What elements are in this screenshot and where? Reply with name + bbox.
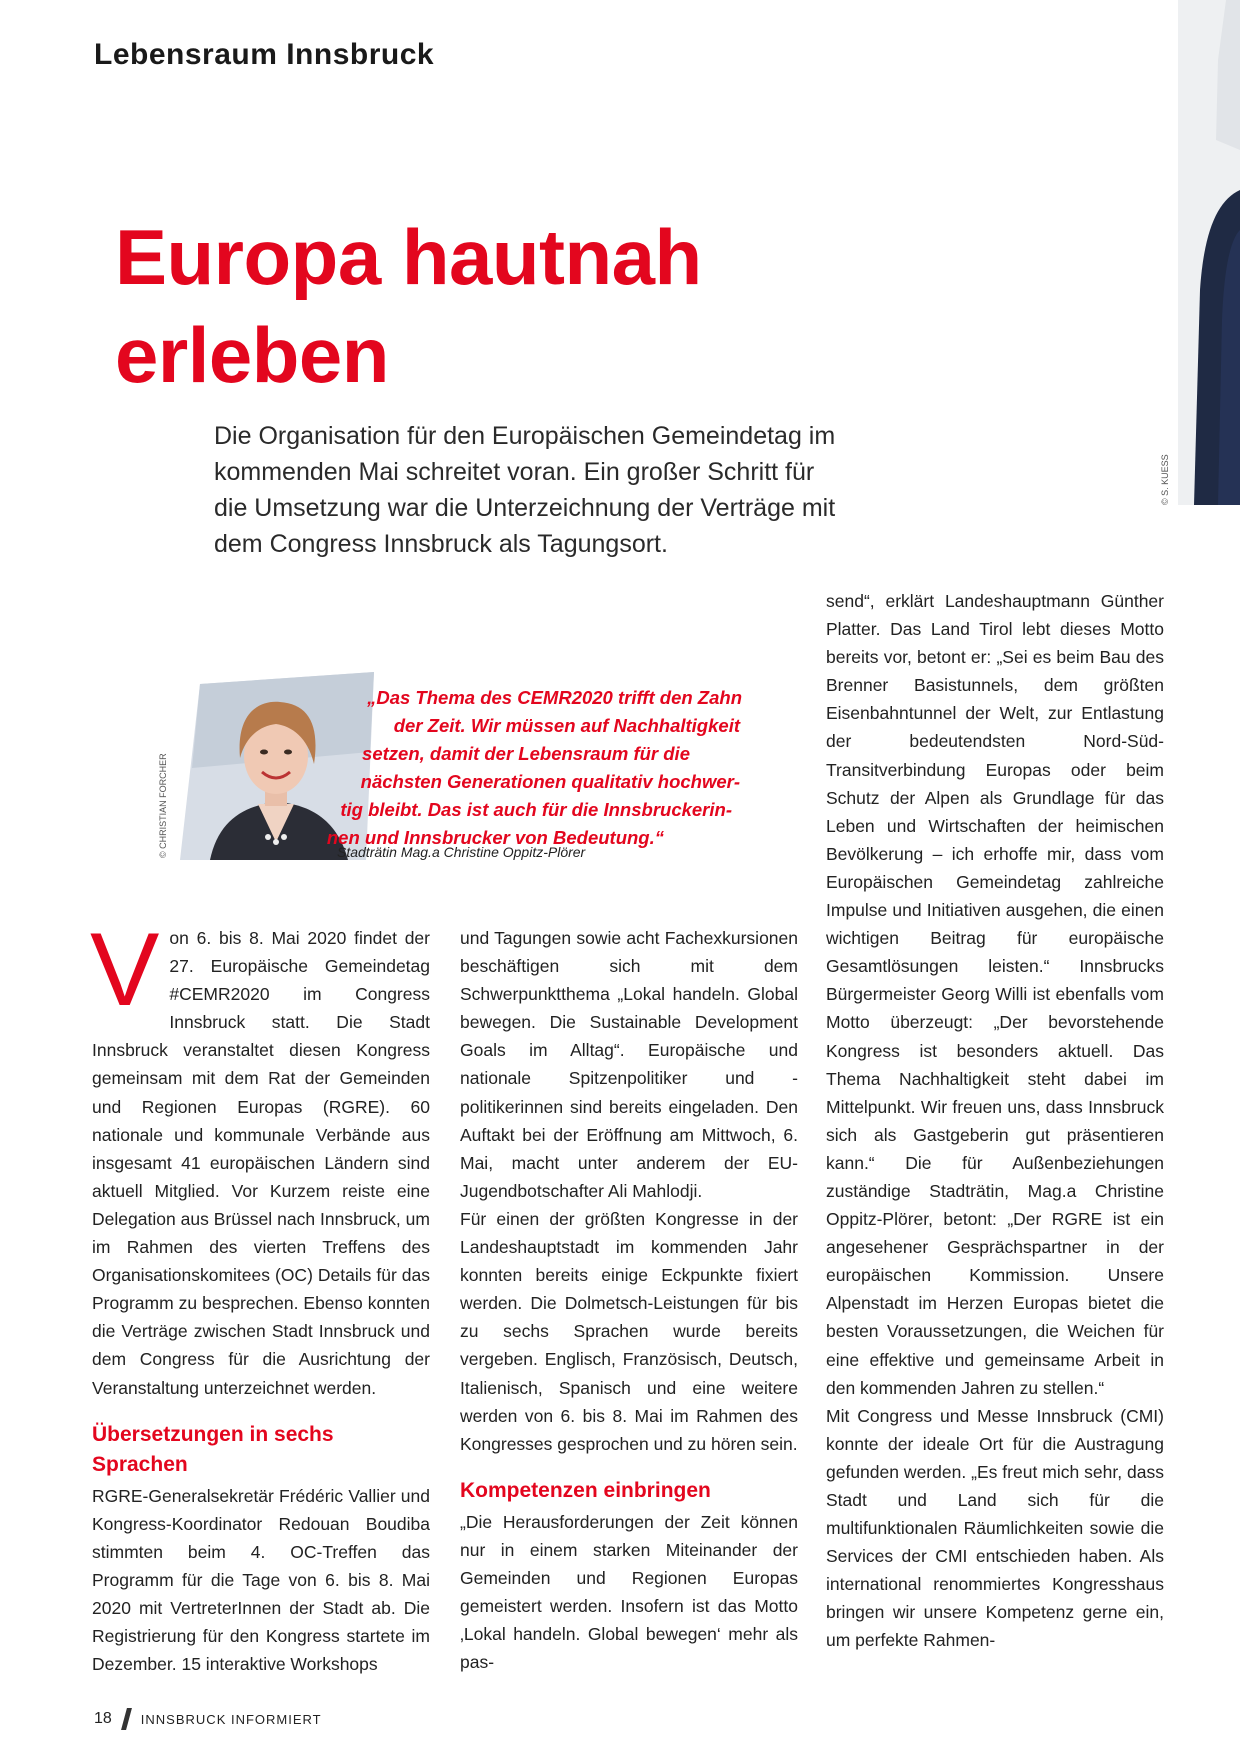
page-number: 18 bbox=[94, 1710, 112, 1727]
headline-line-2: erleben bbox=[115, 311, 389, 399]
headline bbox=[115, 208, 702, 404]
article-paragraph: und Tagungen sowie acht Fachexkursionen beschäftigen sich mit dem Schwerpunktthema „Lokal handeln. Global bewegen. Die Sustainable Development Goals im Alltag“. Europäische und nationale Spitzenpolitiker und -politikerinnen sind bereits eingeladen. Den Auftakt bei der Eröffnung am Mittwoch, 6. Mai, macht unter anderem der EU-Jugendbotschafter Ali Mahlodji. bbox=[460, 928, 798, 1201]
article-paragraph: RGRE-Generalsekretär Frédéric Vallier und Kongress-Koordinator Redouan Boudiba stimmten beim 4. OC-Treffen das Programm für die Tage von 6. bis 8. Mai 2020 mit VertreterInnen der Stadt ab. Die Registrierung für den Kongress startete im Dezember. 15 interaktive Workshops bbox=[92, 1485, 430, 1675]
article-paragraph: send“, erklärt Landeshauptmann Günther Platter. Das Land Tirol lebt dieses Motto bereits vor, betont er: „Sei es beim Bau des Brenner Basistunnels, dem größten Eisenbahntunnel der Welt, zur Entlastung der bedeutendsten Nord-Süd-Transitverbindung Europas oder beim Schutz der Alpen als Grundlage für das Leben und Wirtschaften der heimischen Bevölkerung – ich erhoffe mir, dass vom Europäischen Gemeindetag zahlreiche Impulse und Initiativen ausgehen, die einen wichtigen Beitrag für europäische Gesamtlösungen leisten.“ Innsbrucks Bürgermeister Georg Willi ist ebenfalls vom Motto überzeugt: „Der bevorstehende Kongress ist besonders aktuell. Das Thema Nachhaltigkeit steht dabei im Mittelpunkt. Wir freuen uns, dass Innsbruck sich als Gastgeberin gut präsentieren kann.“ Die für Außenbeziehungen zuständige Stadträtin, Mag.a Christine Oppitz-Plörer, betont: „Der RGRE ist ein angesehener Gesprächspartner in der europäischen Kommission. Unsere Alpenstadt im Herzen Europas bietet die besten Voraussetzungen, die Weichen für eine effektive und gemeinsame Arbeit in den kommenden Jahren zu stellen.“ bbox=[826, 591, 1164, 1398]
quote-line: der Zeit. Wir müssen auf Nachhaltigkeit bbox=[393, 715, 740, 736]
pull-quote bbox=[0, 684, 742, 852]
quote-line: „Das Thema des CEMR2020 trifft den Zahn bbox=[367, 687, 742, 708]
article-column-2 bbox=[460, 924, 798, 1676]
article-column-3 bbox=[826, 587, 1164, 1655]
hero-photo-credit: © S. KUESS bbox=[1160, 454, 1170, 505]
page-footer bbox=[94, 1708, 322, 1730]
article-paragraph: „Die Herausforderungen der Zeit können nur in einem starken Miteinander der Gemeinden und Regionen Europas gemeistert werden. Insofern ist das Motto ‚Lokal handeln. Global bewegen‘ mehr als pas- bbox=[460, 1511, 798, 1673]
quote-author: Stadträtin Mag.a Christine Oppitz-Plörer bbox=[337, 844, 586, 860]
quote-line: nen und Innsbrucker von Bedeutung.“ bbox=[326, 827, 664, 848]
quote-line: nächsten Generationen qualitativ hochwer- bbox=[360, 771, 740, 792]
quote-line: tig bleibt. Das ist auch für die Innsbruckerin- bbox=[340, 799, 732, 820]
intro-lead: Die Organisation für den Europäischen Gemeindetag im kommenden Mai schreitet voran. Ein großer Schritt für die Umsetzung war die Unterzeichnung der Verträge mit dem Congress Innsbruck als Tagungsort. bbox=[214, 422, 836, 558]
drop-cap: V bbox=[90, 912, 160, 1028]
footer-divider bbox=[121, 1708, 132, 1730]
portrait-photo-credit: © CHRISTIAN FORCHER bbox=[158, 753, 168, 858]
article-paragraph: Mit Congress und Messe Innsbruck (CMI) konnte der ideale Ort für die Austragung gefunden werden. „Es freut mich sehr, dass Stadt und Land sich für die multifunktionalen Räumlichkeiten sowie die Services der CMI entschieden haben. Als international renommiertes Kongresshaus bringen wir unsere Kompetenz gerne ein, um perfekte Rahmen- bbox=[826, 1405, 1164, 1651]
subheading-competences: Kompetenzen einbringen bbox=[460, 1478, 711, 1502]
section-label: Lebensraum Innsbruck bbox=[94, 38, 435, 71]
article-paragraph bbox=[90, 912, 430, 1402]
article-paragraph: Für einen der größten Kongresse in der Landeshauptstadt im kommenden Jahr konnten bereits einige Eckpunkte fixiert werden. Die Dolmetsch-Leistungen für bis zu sechs Sprachen wurde bereits vergeben. Englisch, Französisch, Deutsch, Italienisch, Spanisch und eine weitere werden von 6. bis 8. Mai im Rahmen des Kongresses gesprochen und zu hören sein. bbox=[460, 1208, 798, 1454]
paragraph-text: on 6. bis 8. Mai 2020 findet der 27. Europäische Gemeindetag #CEMR2020 im Congress Innsbruck statt. Die Stadt Innsbruck veranstaltet diesen Kongress gemeinsam mit dem Rat der Gemeinden und Regionen Europas (RGRE). 60 nationale und kommunale Verbände aus insgesamt 41 europäischen Ländern sind aktuell Mitglied. Vor Kurzem reiste eine Delegation aus Brüssel nach Innsbruck, um im Rahmen des vierten Treffens des Organisationskomitees (OC) Details für das Programm zu besprechen. Ebenso konnten die Verträge zwischen Stadt Innsbruck und dem Congress für die Ausrichtung der Veranstaltung unterzeichnet werden. bbox=[92, 928, 430, 1398]
headline-line-1: Europa hautnah bbox=[115, 213, 702, 301]
subheading-translations: Übersetzungen in sechs Sprachen bbox=[92, 1422, 334, 1476]
article-column-1 bbox=[90, 912, 430, 1678]
publication-name: INNSBRUCK INFORMIERT bbox=[140, 1711, 322, 1727]
quote-line: setzen, damit der Lebensraum für die bbox=[362, 743, 690, 764]
hero-photo bbox=[1178, 0, 1240, 505]
